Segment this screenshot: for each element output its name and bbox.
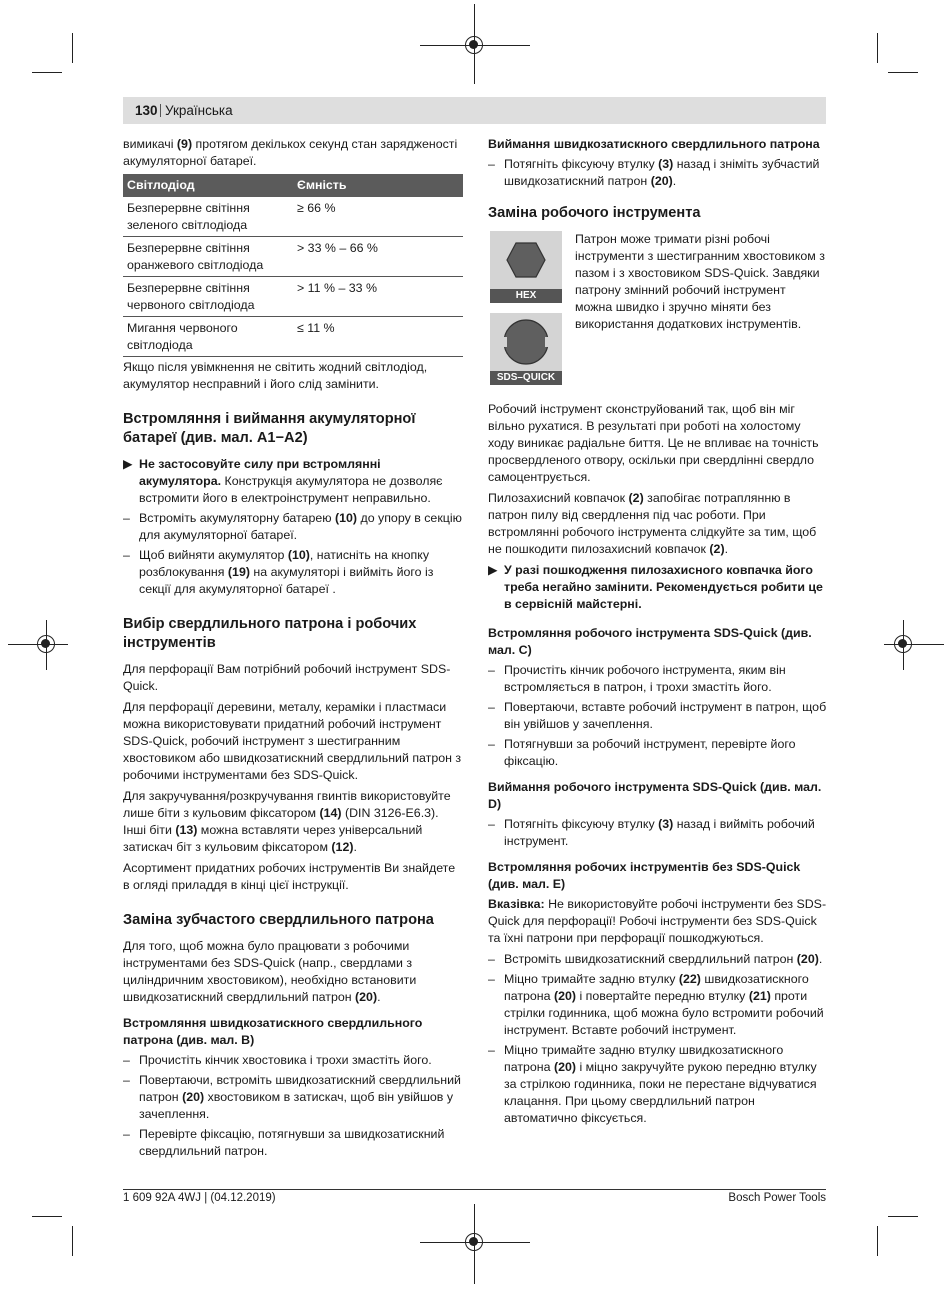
language-label: Українська: [165, 103, 233, 118]
table-cell: Безперервне світіння зеленого світлодіода: [123, 197, 293, 237]
crop-mark: [32, 1216, 62, 1217]
intro-paragraph: вимикачі (9) протягом декількох секунд стан зарядженості акумуляторної батареї.: [123, 137, 458, 168]
table-cell: Безперервне світіння оранжевого світлодіода: [123, 237, 293, 277]
registration-line: [884, 644, 944, 645]
section-heading-replace: Заміна зубчастого свердлильного патрона: [123, 912, 434, 928]
sds-quick-label: SDS–QUICK: [490, 371, 562, 385]
registration-mark-icon: [37, 635, 55, 653]
sds-quick-image: [490, 313, 562, 371]
table-row: [123, 197, 463, 237]
after-table-paragraph: Якщо після увімкнення не світить жодний світлодіод, акумулятор несправний і його слід замінити.: [123, 360, 428, 391]
warning-item: ▶ У разі пошкодження пилозахисного ковпачка його треба негайно замінити. Рекомендується робити це в сервісній майстерні.: [488, 563, 823, 611]
footer-brand: Bosch Power Tools: [728, 1192, 826, 1204]
crop-mark: [32, 72, 62, 73]
section-heading-choice: Вибір свердлильного патрона і робочих інструментів: [123, 616, 417, 651]
table-cell: ≤ 11 %: [293, 317, 463, 357]
list-item: – Встроміть акумуляторну батарею (10) до упору в секцію для акумуляторної батареї.: [123, 511, 462, 542]
list-item: – Встроміть швидкозатискний свердлильний патрон (20).: [488, 952, 823, 966]
table-row: [123, 277, 463, 317]
crop-mark: [72, 33, 73, 63]
crop-mark: [888, 1216, 918, 1217]
table-header-row: [123, 174, 463, 197]
hexagon-icon: [490, 231, 562, 289]
list-item: – Міцно тримайте задню втулку (22) швидкозатискного патрона (20) і повертайте передню втулку (21) проти стрілки годинника, щоб можна було встромити робочий інструмент. Вставте робочий інструмент.: [488, 972, 824, 1037]
footer-doc-number: 1 609 92A 4WJ | (04.12.2019): [123, 1192, 276, 1204]
paragraph: Патрон може тримати різні робочі інструменти з шестигранним хвостовиком з пазом і з хвостовиком SDS-Quick. Завдяки патрону змінний робочий інструмент можна швидко і зручно міняти без використання додаткових інструментів.: [575, 232, 825, 331]
section-heading-battery: Встромляння і виймання акумуляторної батареї (див. мал. A1−A2): [123, 411, 416, 446]
list-item: – Повертаючи, вставте робочий інструмент в патрон, щоб він увійшов у зачеплення.: [488, 700, 827, 731]
hex-shank-figure: [490, 231, 562, 303]
table-cell: Мигання червоного світлодіода: [123, 317, 293, 357]
table-cell: ≥ 66 %: [293, 197, 463, 237]
table-cell: > 11 % – 33 %: [293, 277, 463, 317]
arrow-icon: ▶: [123, 457, 133, 471]
list-item: – Потягніть фіксуючу втулку (3) назад і зніміть зубчастий швидкозатискний патрон (20).: [488, 157, 820, 188]
table-row: [123, 237, 463, 277]
subheading-insert-chuck: Встромляння швидкозатискного свердлильного патрона (див. мал. B): [123, 1016, 423, 1047]
shank-figure-row: [488, 231, 828, 401]
list-item: – Прочистіть кінчик робочого інструмента, яким він встромляється в патрон, і трохи змастіть його.: [488, 663, 786, 694]
arrow-icon: ▶: [488, 563, 498, 577]
list-item: – Міцно тримайте задню втулку швидкозатискного патрона (20) і міцно закручуйте рукою передню втулку за стрілкою годинника, поки не перестане відчуватися клацання. При цьому свердлильний патрон автоматично фіксується.: [488, 1043, 817, 1125]
note-paragraph: Вказівка: Не використовуйте робочі інструменти без SDS-Quick для перфорації! Робочі інструменти без SDS-Quick та їхні патрони при перфорації пошкоджуються.: [488, 897, 827, 945]
table-cell: Безперервне світіння червоного світлодіода: [123, 277, 293, 317]
page-header: [123, 97, 826, 124]
table-row: [123, 317, 463, 357]
subheading-remove-sds: Виймання робочого інструмента SDS-Quick (див. мал. D): [488, 780, 822, 811]
footer-rule: [123, 1189, 826, 1190]
sds-shank-icon: [490, 313, 562, 371]
subheading-insert-sds: Встромляння робочого інструмента SDS-Quick (див. мал. C): [488, 626, 812, 657]
page-number: 130: [135, 103, 158, 118]
list-item: – Щоб вийняти акумулятор (10), натисніть на кнопку розблокування (19) на акумуляторі і вийміть його із секції для акумуляторної батареї .: [123, 548, 434, 596]
paragraph: Для перфорації Вам потрібний робочий інструмент SDS-Quick.: [123, 662, 451, 693]
hex-label: HEX: [490, 289, 562, 303]
header-divider: [160, 104, 161, 117]
section-heading-tool: Заміна робочого інструмента: [488, 205, 701, 221]
registration-mark-icon: [465, 1233, 483, 1251]
column-header: Світлодіод: [123, 174, 293, 197]
list-item: – Потягнувши за робочий інструмент, перевірте його фіксацію.: [488, 737, 796, 768]
list-item: – Перевірте фіксацію, потягнувши за швидкозатискний свердлильний патрон.: [123, 1127, 445, 1158]
paragraph: Для закручування/розкручування гвинтів використовуйте лише біти з кульовим фіксатором (14) (DIN 3126-E6.3). Інші біти (13) можна вставляти через універсальний затискач біт з кульовим фіксатором (12).: [123, 789, 451, 854]
crop-mark: [72, 1226, 73, 1256]
paragraph: Асортимент придатних робочих інструментів Ви знайдете в огляді приладдя в кінці цієї інструкції.: [123, 861, 456, 892]
warning-item: ▶ Не застосовуйте силу при встромлянні акумулятора. Конструкція акумулятора не дозволяє встромити його в електроінструмент неправильно.: [123, 457, 443, 505]
battery-led-table: [123, 174, 463, 357]
paragraph: Для перфорації деревини, металу, кераміки і пластмаси можна використовувати придатний робочий інструмент SDS-Quick, робочий інструмент з шестигранним хвостовиком або швидкозатискний свердлильний патрон з робочими інструментами без SDS-Quick.: [123, 700, 462, 782]
list-item: – Повертаючи, встроміть швидкозатискний свердлильний патрон (20) хвостовиком в затискач, щоб він увійшов у зачеплення.: [123, 1073, 461, 1121]
crop-mark: [877, 1226, 878, 1256]
list-item: – Потягніть фіксуючу втулку (3) назад і вийміть робочий інструмент.: [488, 817, 815, 848]
table-cell: > 33 % – 66 %: [293, 237, 463, 277]
subheading-remove-chuck: Виймання швидкозатискного свердлильного патрона: [488, 137, 820, 151]
registration-mark-icon: [465, 36, 483, 54]
registration-mark-icon: [894, 635, 912, 653]
paragraph: Для того, щоб можна було працювати з робочими інструментами без SDS-Quick (напр., свердлами з циліндричним хвостовиком), необхідно встановити швидкозатискний свердлильний патрон (20).: [123, 939, 417, 1004]
right-column: [488, 136, 828, 1130]
subheading-without-sds: Встромляння робочих інструментів без SDS-Quick (див. мал. E): [488, 860, 801, 891]
left-column: [123, 136, 463, 1163]
paragraph: Пилозахисний ковпачок (2) запобігає потраплянню в патрон пилу від свердлення під час роботи. При встромлянні робочого інструмента слідкуйте за тим, щоб не пошкодити пилозахисний ковпачок (2).: [488, 491, 817, 556]
paragraph: Робочий інструмент сконструйований так, щоб він міг вільно рухатися. В результаті при роботі на холостому ходу виникає радіальне биття. Це не впливає на точність просвердленого отвору, оскільки при свердлінні свердло самоцентрується.: [488, 402, 819, 484]
hex-shank-image: [490, 231, 562, 289]
list-item: – Прочистіть кінчик хвостовика і трохи змастіть його.: [123, 1053, 432, 1067]
column-header: Ємність: [293, 174, 463, 197]
sds-quick-figure: [490, 313, 562, 385]
crop-mark: [877, 33, 878, 63]
crop-mark: [888, 72, 918, 73]
